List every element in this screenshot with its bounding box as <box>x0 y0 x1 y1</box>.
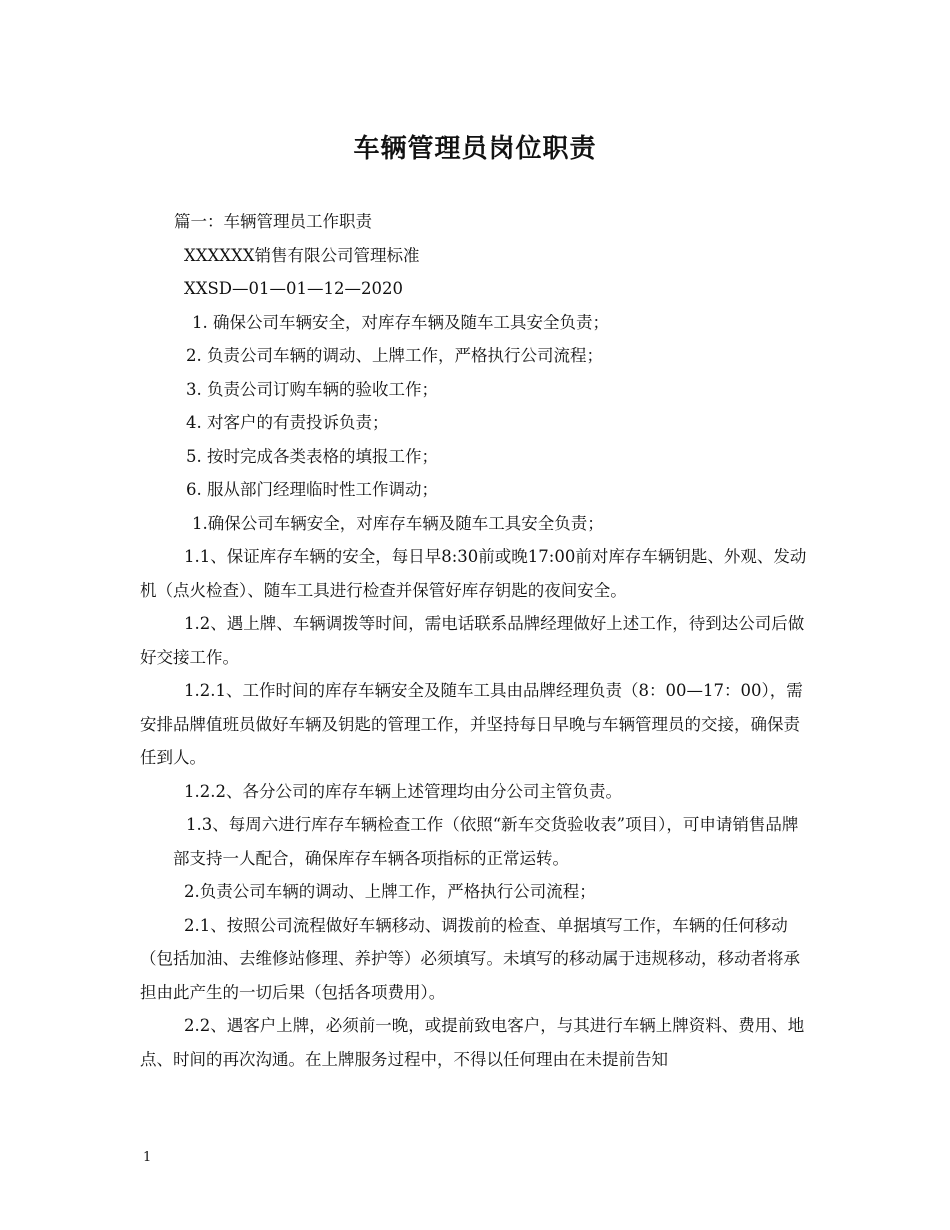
paragraph: 2.负责公司车辆的调动、上牌工作，严格执行公司流程； <box>184 882 596 901</box>
section-heading: 篇一：车辆管理员工作职责 <box>174 212 372 231</box>
list-item: 4. 对客户的有责投诉负责； <box>186 413 389 432</box>
list-item: 5. 按时完成各类表格的填报工作； <box>186 446 438 466</box>
paragraph: 1.1、保证库存车辆的安全，每日早8:30前或晚17:00前对库存车辆钥匙、外观、发动机（点火检查）、随车工具进行检查并保管好库存钥匙的夜间安全。 <box>140 547 807 600</box>
paragraph: 2.2、遇客户上牌，必须前一晚，或提前致电客户，与其进行车辆上牌资料、费用、地点、时间的再次沟通。在上牌服务过程中，不得以任何理由在未提前告知 <box>140 1016 805 1069</box>
list-item: 1. 确保公司车辆安全，对库存车辆及随车工具安全负责； <box>192 312 609 332</box>
company-standard-line: XXXXXX销售有限公司管理标准 <box>184 245 420 265</box>
paragraph: 1.3、每周六进行库存车辆检查工作（依照“新车交货验收表”项目），可申请销售品牌部支持一人配合，确保库存车辆各项指标的正常运转。 <box>173 815 799 868</box>
paragraph: 1.2.2、各分公司的库存车辆上述管理均由分公司主管负责。 <box>184 781 622 801</box>
list-item: 6. 服从部门经理临时性工作调动； <box>186 480 438 499</box>
list-item: 3. 负责公司订购车辆的验收工作； <box>186 379 438 399</box>
paragraph: 1.确保公司车辆安全，对库存车辆及随车工具安全负责； <box>192 513 604 533</box>
page-number: 1 <box>143 1150 152 1165</box>
list-item: 2. 负责公司车辆的调动、上牌工作，严格执行公司流程； <box>186 346 603 365</box>
paragraph: 2.1、按照公司流程做好车辆移动、调拨前的检查、单据填写工作，车辆的任何移动（包括加油、去维修站修理、养护等）必须填写。未填写的移动属于违规移动，移动者将承担由此产生的一切后果（包括各项费用）。 <box>140 915 800 1002</box>
document-body <box>140 205 812 1076</box>
paragraph: 1.2、遇上牌、车辆调拨等时间，需电话联系品牌经理做好上述工作，待到达公司后做好交接工作。 <box>140 614 805 667</box>
paragraph: 1.2.1、工作时间的库存车辆安全及随车工具由品牌经理负责（8：00—17：00），需安排品牌值班员做好车辆及钥匙的管理工作，并坚持每日早晚与车辆管理员的交接，确保责任到人。 <box>140 681 803 767</box>
document-title: 车辆管理员岗位职责 <box>353 134 597 164</box>
document-code-line: XXSD—01—01—12—2020 <box>184 279 404 298</box>
